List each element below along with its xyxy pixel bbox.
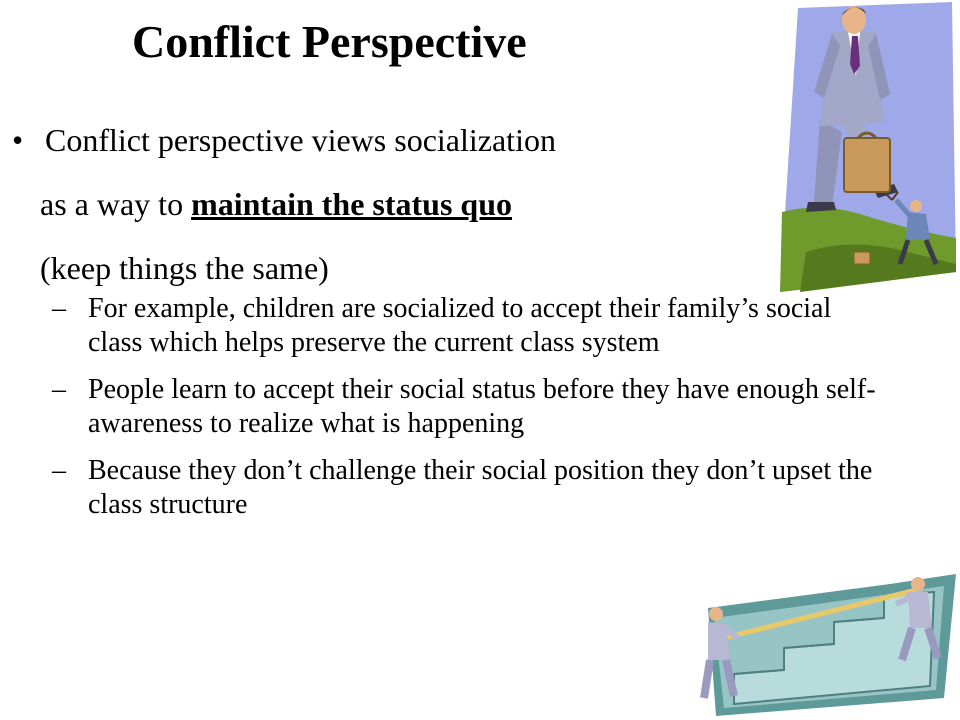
dash-marker: –: [52, 374, 66, 405]
main-bullet: [12, 108, 752, 300]
bullet-marker: •: [12, 122, 24, 158]
tug-of-war-clipart: [694, 574, 956, 716]
slide-title: Conflict Perspective: [132, 16, 527, 67]
sub-bullet-item: [52, 373, 882, 441]
sub-bullet-text: For example, children are socialized to accept their family’s social class which helps preserve the current class system: [88, 293, 832, 358]
businessman-clipart: [780, 2, 956, 292]
sub-bullet-text: Because they don’t challenge their social position they don’t upset the class structure: [88, 455, 873, 520]
sub-bullet-item: [52, 454, 882, 522]
main-bullet-text: [40, 108, 752, 300]
main-bullet-line-2-prefix: as a way to: [40, 186, 192, 222]
sub-bullet-list: [52, 292, 882, 535]
main-bullet-line-1: Conflict perspective views socialization: [45, 122, 556, 158]
sub-bullet-item: [52, 292, 882, 360]
main-bullet-line-3: (keep things the same): [40, 250, 329, 286]
dash-marker: –: [52, 455, 66, 486]
status-quo-emphasis: maintain the status quo: [191, 186, 513, 222]
sub-bullet-text: People learn to accept their social status before they have enough self-awareness to realize what is happening: [88, 374, 876, 439]
main-bullet-line-2: [40, 172, 752, 236]
dash-marker: –: [52, 293, 66, 324]
